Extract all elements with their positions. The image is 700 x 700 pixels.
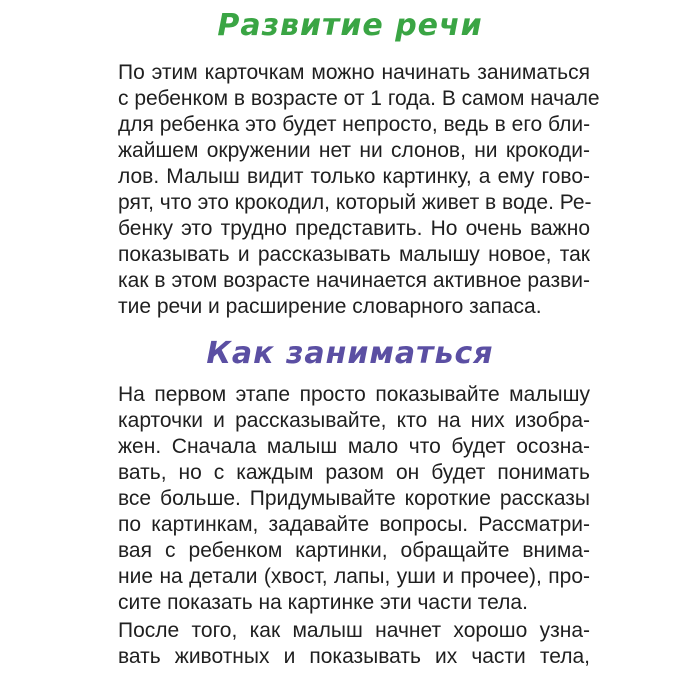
- section-title-how-to-practice: Как заниматься: [206, 336, 494, 371]
- paragraph-line: По этим карточкам можно начинать заниматься: [118, 61, 590, 84]
- paragraph-line: жен. Сначала малыш мало что будет осозна-: [118, 435, 590, 458]
- paragraph-line: с ребенком в возрасте от 1 года. В самом начале: [118, 87, 600, 110]
- paragraph-line: бенку это трудно представить. Но очень важно: [118, 217, 590, 240]
- paragraph-line: тие речи и расширение словарного запаса.: [118, 295, 542, 318]
- paragraph-line: лов. Малыш видит только картинку, а ему гово-: [118, 165, 590, 188]
- paragraph-line: для ребенка это будет непросто, ведь в его бли-: [118, 113, 591, 136]
- paragraph-line: жайшем окружении нет ни слонов, ни крокоди-: [118, 139, 590, 162]
- paragraph-line: как в этом возрасте начинается активное разви-: [118, 269, 590, 292]
- paragraph-line: сите показать на картинке эти части тела.: [118, 591, 528, 614]
- paragraph-line: вать, но с каждым разом он будет понимать: [118, 461, 590, 484]
- paragraph-line: После того, как малыш начнет хорошо узна-: [118, 619, 590, 642]
- paragraph-line: ние на детали (хвост, лапы, уши и прочее), про-: [118, 565, 590, 588]
- paragraph-line: карточки и рассказывайте, кто на них изобра-: [118, 409, 590, 432]
- paragraph-line: рят, что это крокодил, который живет в воде. Ре-: [118, 191, 592, 214]
- paragraph-line: вать животных и показывать их части тела,: [118, 645, 590, 668]
- paragraph-line: по картинкам, задавайте вопросы. Рассматри-: [118, 513, 590, 536]
- paragraph-line: все больше. Придумывайте короткие рассказы: [118, 487, 590, 510]
- paragraph-line: На первом этапе просто показывайте малышу: [118, 383, 590, 406]
- section-title-speech-development: Развитие речи: [217, 8, 483, 43]
- paragraph-line: показывать и рассказывать малышу новое, так: [118, 243, 590, 266]
- paragraph-line: вая с ребенком картинки, обращайте внима-: [118, 539, 590, 562]
